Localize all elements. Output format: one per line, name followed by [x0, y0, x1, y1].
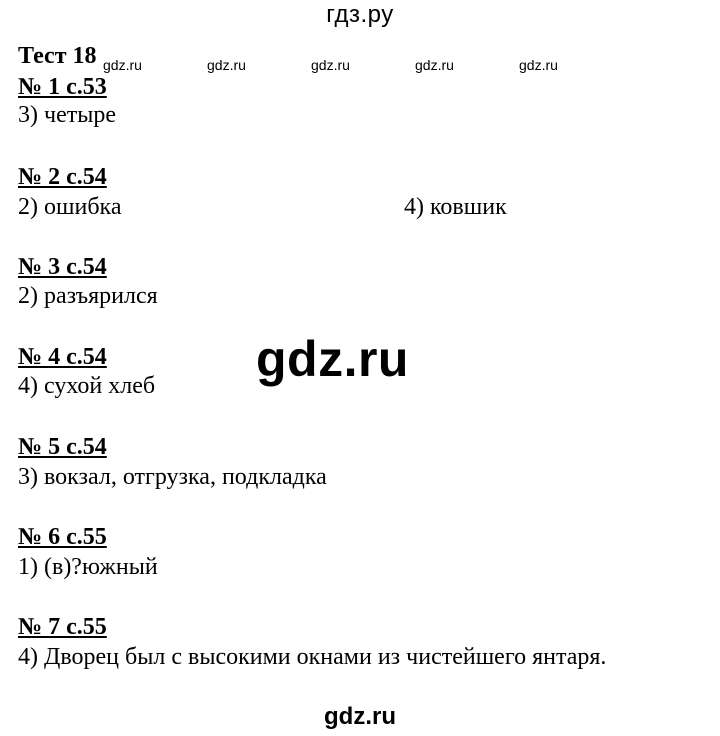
answer: 1) (в)?южный — [18, 554, 158, 580]
site-header: гдз.ру — [326, 1, 394, 28]
answer: 4) сухой хлеб — [18, 373, 156, 399]
watermark-small: gdz.ru — [311, 57, 350, 73]
site-footer: gdz.ru — [324, 703, 396, 730]
watermark-small: gdz.ru — [415, 57, 454, 73]
watermark-small: gdz.ru — [207, 57, 246, 73]
question-header: № 1 с.53 — [18, 74, 107, 100]
answer: 4) ковшик — [404, 194, 507, 220]
answer: 2) ошибка — [18, 194, 122, 220]
watermark-small: gdz.ru — [103, 57, 142, 73]
question-header: № 4 с.54 — [18, 344, 107, 370]
test-title: Тест 18 — [18, 43, 97, 69]
question-header: № 7 с.55 — [18, 614, 107, 640]
question-header: № 2 с.54 — [18, 164, 107, 190]
answer: 2) разъярился — [18, 283, 158, 309]
question-header: № 5 с.54 — [18, 434, 107, 460]
question-header: № 3 с.54 — [18, 254, 107, 280]
watermark-large: gdz.ru — [256, 331, 409, 387]
question-header: № 6 с.55 — [18, 524, 107, 550]
answer: 3) четыре — [18, 102, 116, 128]
answer: 4) Дворец был с высокими окнами из чистейшего янтаря. — [18, 644, 607, 670]
answer: 3) вокзал, отгрузка, подкладка — [18, 464, 327, 490]
watermark-small: gdz.ru — [519, 57, 558, 73]
watermark-row — [0, 56, 720, 76]
